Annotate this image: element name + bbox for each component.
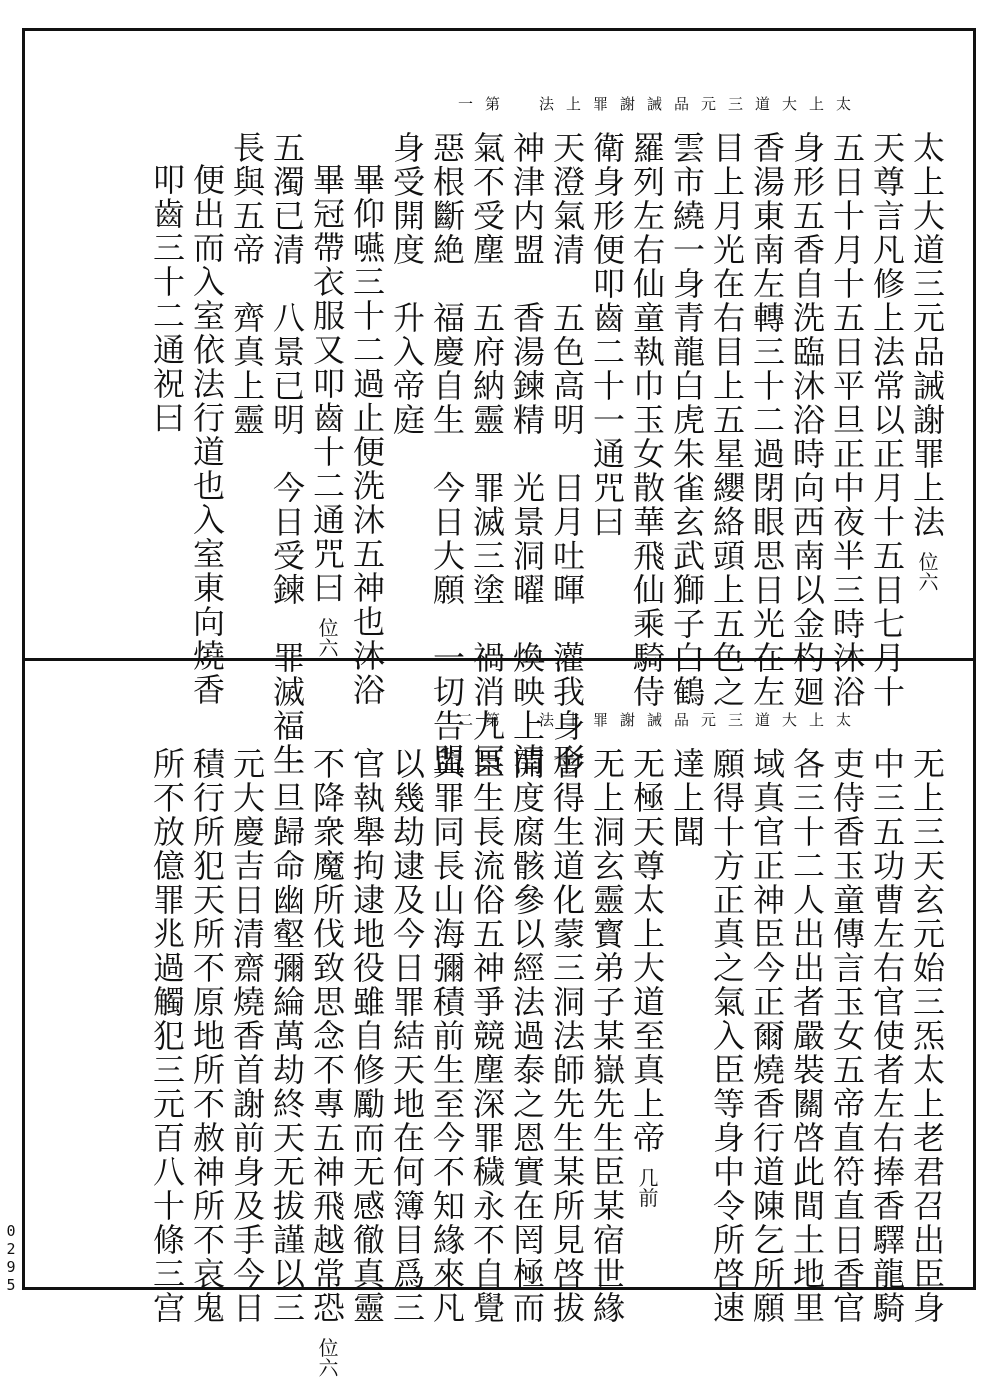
text-column: 目上月光在右目上五星纓絡頭上五色之: [708, 131, 746, 709]
bottom-panel-header: 太上大道三元品誡謝罪上法 第二: [457, 711, 863, 729]
text-column: 所不放億罪兆過觸犯三元百八十條三宫: [148, 747, 186, 1325]
text-column: 不降衆魔所伐致思念不專五神飛越常恐 位六: [308, 747, 346, 1377]
text-column: 官執舉拘逮地役雖自修勵而无感徹真靈: [348, 747, 386, 1325]
text-column: 會得生道化蒙三洞法師先生某所見啓拔: [548, 747, 586, 1325]
text-column: 臣生長流俗五神爭競塵深罪穢永不自覺: [468, 747, 506, 1325]
text-column: 无上洞玄靈寳弟子某嶽先生臣某宿世緣: [588, 747, 626, 1325]
text-column: 開度腐骸參以經法過泰之恩實在罔極而: [508, 747, 546, 1325]
text-column: 中三五功曹左右官使者左右捧香驛龍騎: [868, 747, 906, 1325]
text-column: 香湯東南左轉三十二過閉眼思日光在左: [748, 131, 786, 709]
text-column: 身形五香自洗臨沐浴時向西南以金杓廻: [788, 131, 826, 709]
text-column: 便出而入室依法行道也入室東向燒香: [188, 163, 226, 707]
text-column: 天尊言凡修上法常以正月十五日七月十: [868, 131, 906, 709]
text-column: 一旦歸命幽壑彌綸萬劫終天无拔謹以三: [268, 747, 306, 1325]
column-note: 几前: [635, 1167, 659, 1208]
text-column: 達上聞: [668, 747, 706, 849]
column-note: 位六: [915, 551, 939, 592]
text-column: 元大慶吉日清齋燒香首謝前身及手今日: [228, 747, 266, 1325]
verse-column: 氣不受塵 五府納靈 罪滅三塗 禍消九冥: [468, 131, 506, 777]
verse-column: 天澄氣清 五色高明 日月吐暉 灌我身形: [548, 131, 586, 777]
text-column: 以幾劫逮及今日罪結天地在何簿目爲三: [388, 747, 426, 1325]
text-column: 衛身形便叩齒二十一通咒曰: [588, 131, 626, 539]
verse-column: 惡根斷絶 福慶自生 今日大願 一切告盟: [428, 131, 466, 777]
verse-column: 長與五帝 齊真上靈: [228, 131, 266, 437]
verse-column: 身受開度 升入帝庭: [388, 131, 426, 437]
text-column: 雲市繞一身青龍白虎朱雀玄武獅子白鶴: [668, 131, 706, 709]
verse-column: 五濁已清 八景已明 今日受鍊 罪滅福生: [268, 131, 306, 777]
text-column: 各三十二人出出者嚴裝關啓此間土地里: [788, 747, 826, 1325]
text-column: 无上三天玄元始三炁太上老君召出臣身: [908, 747, 946, 1325]
text-column: 叩齒三十二通祝曰: [148, 163, 186, 435]
text-column: 羅列左右仙童執巾玉女散華飛仙乘騎侍: [628, 131, 666, 709]
verse-column: 神津内盟 香湯鍊精 光景洞曜 煥映上清: [508, 131, 546, 777]
text-column: 積行所犯天所不原地所不赦神所不哀鬼: [188, 747, 226, 1325]
text-column: 无極天尊太上大道至真上帝 几前: [628, 747, 666, 1208]
text-column: 畢仰嚥三十二過止便洗沐五神也沐浴: [348, 163, 386, 707]
text-column: 吏侍香玉童傳言玉女五帝直符直日香官: [828, 747, 866, 1325]
text-column: 域真官正神臣今正爾燒香行道陳乞所願: [748, 747, 786, 1325]
bottom-panel: [25, 661, 973, 1377]
text-column: 畢冠帶衣服又叩齒十二通咒曰 位六: [308, 163, 346, 658]
text-column: 太上大道三元品誡謝罪上法 位六: [908, 131, 946, 592]
column-note: 位六: [315, 617, 339, 658]
column-note: 位六: [315, 1337, 339, 1377]
page-number: 0295: [2, 1222, 20, 1294]
top-panel-header: 太上大道三元品誡謝罪上法 第一: [457, 95, 863, 113]
text-column: 願得十方正真之氣入臣等身中令所啓速: [708, 747, 746, 1325]
text-column: 五日十月十五日平旦正中夜半三時沐浴: [828, 131, 866, 709]
bottom-panel-columns: [45, 747, 947, 1377]
text-column: 與罪同長山海彌積前生至今不知緣來凡: [428, 747, 466, 1325]
